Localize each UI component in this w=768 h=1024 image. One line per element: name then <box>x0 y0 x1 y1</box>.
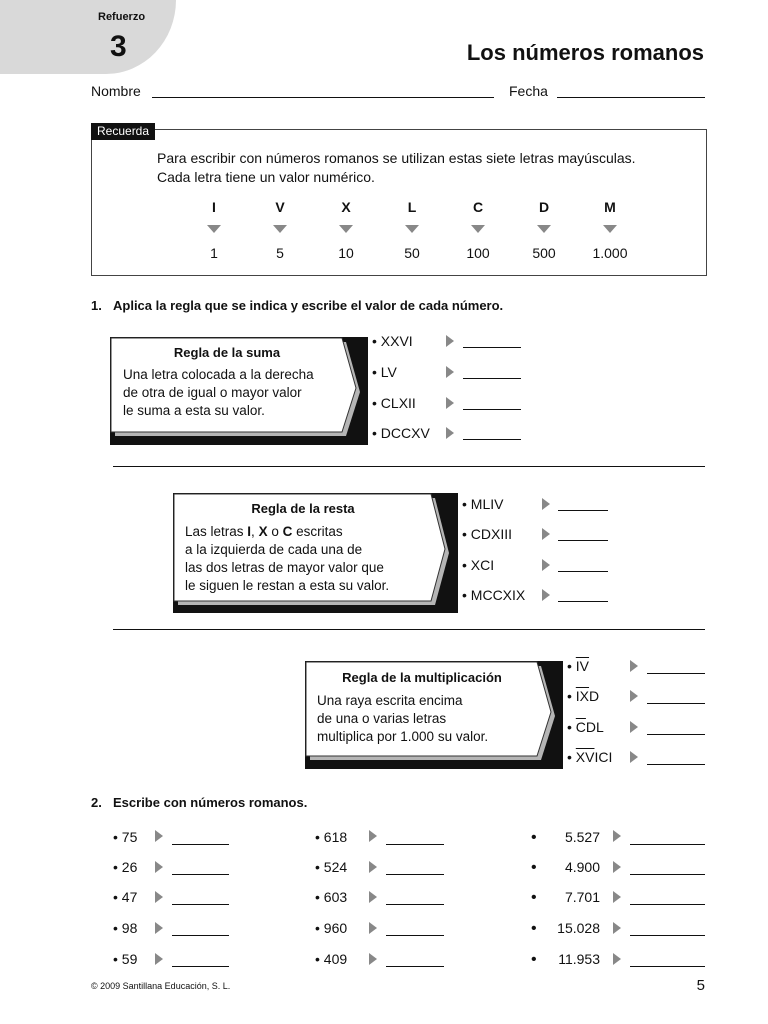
arabic-number: 4.900 <box>564 859 600 875</box>
arabic-number: 15.028 <box>557 920 600 936</box>
exercise-item <box>315 920 347 936</box>
nombre-line[interactable] <box>152 97 494 98</box>
nombre-label: Nombre <box>91 83 141 99</box>
answer-line[interactable] <box>647 703 705 704</box>
exercise-item <box>567 749 612 765</box>
roman-value: 500 <box>532 245 556 261</box>
play-arrow-icon <box>155 922 163 934</box>
question-2-number: 2. <box>91 795 102 810</box>
question-1-text: Aplica la regla que se indica y escribe el valor de cada número. <box>113 298 504 313</box>
letter-c: C <box>282 524 293 539</box>
play-arrow-icon <box>542 589 550 601</box>
roman-value: 50 <box>404 245 420 261</box>
roman-letter: M <box>604 199 616 215</box>
bullet: • <box>567 749 572 765</box>
roman-letter: V <box>275 199 285 215</box>
rule-suma-text <box>123 366 314 420</box>
arabic-number: 26 <box>121 859 138 875</box>
roman-letter: X <box>341 199 351 215</box>
down-arrow-icon <box>273 225 287 233</box>
rule-mult-title: Regla de la multiplicación <box>342 670 502 685</box>
down-arrow-icon <box>207 225 221 233</box>
answer-line[interactable] <box>647 734 705 735</box>
overlined-numeral: $\overline{IX}$ <box>575 688 590 704</box>
down-arrow-icon <box>537 225 551 233</box>
down-arrow-icon <box>471 225 485 233</box>
answer-line[interactable] <box>463 378 521 379</box>
exercise-item <box>113 920 137 936</box>
header-kicker: Refuerzo <box>98 11 146 23</box>
play-arrow-icon <box>630 660 638 672</box>
exercise-item <box>462 557 494 573</box>
play-arrow-icon <box>155 861 163 873</box>
roman-numeral: DCCXV <box>380 425 430 441</box>
exercise-item <box>315 889 347 905</box>
exercise-item <box>372 364 397 380</box>
play-arrow-icon <box>542 498 550 510</box>
bullet: • <box>567 688 572 704</box>
roman-numeral: XXVI <box>380 333 413 349</box>
answer-line[interactable] <box>558 601 608 602</box>
answer-line[interactable] <box>630 966 705 967</box>
rule-mult-text <box>317 692 488 746</box>
rule-resta-title: Regla de la resta <box>251 501 355 516</box>
answer-line[interactable] <box>386 844 444 845</box>
answer-line[interactable] <box>172 935 229 936</box>
roman-letter: I <box>212 199 216 215</box>
answer-line[interactable] <box>558 571 608 572</box>
play-arrow-icon <box>542 528 550 540</box>
answer-line[interactable] <box>172 966 229 967</box>
rule-suma-title: Regla de la suma <box>173 345 281 360</box>
arabic-number: 603 <box>323 889 348 905</box>
roman-letter: L <box>407 199 417 215</box>
answer-line[interactable] <box>172 844 229 845</box>
section-divider <box>113 629 705 630</box>
bullet: • <box>462 557 467 573</box>
play-arrow-icon <box>369 922 377 934</box>
answer-line[interactable] <box>558 510 608 511</box>
play-arrow-icon <box>369 953 377 965</box>
answer-line[interactable] <box>647 673 705 674</box>
answer-line[interactable] <box>558 540 608 541</box>
roman-numeral: LV <box>380 364 397 380</box>
recuerda-text <box>157 149 636 187</box>
answer-line[interactable] <box>386 966 444 967</box>
fecha-line[interactable] <box>557 97 705 98</box>
play-arrow-icon <box>613 953 621 965</box>
exercise-item <box>372 425 430 441</box>
question-1-number: 1. <box>91 298 102 313</box>
rule-resta-line <box>185 523 389 541</box>
down-arrow-icon <box>405 225 419 233</box>
play-arrow-icon <box>446 427 454 439</box>
recuerda-line-1: Para escribir con números romanos se utilizan estas siete letras mayúsculas. <box>157 150 636 166</box>
answer-line[interactable] <box>172 904 229 905</box>
answer-line[interactable] <box>630 904 705 905</box>
play-arrow-icon <box>446 366 454 378</box>
overlined-numeral: $\overline{C}$ <box>575 719 586 735</box>
exercise-item <box>113 859 137 875</box>
exercise-item <box>567 688 599 704</box>
play-arrow-icon <box>155 953 163 965</box>
play-arrow-icon <box>369 861 377 873</box>
rule-resta-line: le siguen le restan a esta su valor. <box>185 578 390 593</box>
bullet: • <box>113 829 118 845</box>
bullet: • <box>372 333 377 349</box>
arabic-number: 960 <box>323 920 348 936</box>
worksheet-number: 3 <box>110 30 127 63</box>
play-arrow-icon <box>542 559 550 571</box>
bullet: • <box>567 658 572 674</box>
bullet: • <box>113 859 118 875</box>
play-arrow-icon <box>369 830 377 842</box>
roman-numeral: CDXIII <box>470 526 513 542</box>
bullet: • <box>531 920 537 937</box>
roman-numeral: MLIV <box>470 496 504 512</box>
arabic-number: 47 <box>121 889 138 905</box>
play-arrow-icon <box>613 830 621 842</box>
answer-line[interactable] <box>172 874 229 875</box>
roman-value: 100 <box>466 245 490 261</box>
rule-suma-line: le suma a esta su valor. <box>123 403 265 418</box>
exercise-item <box>567 719 604 735</box>
bullet: • <box>567 719 572 735</box>
rule-suma-line: de otra de igual o mayor valor <box>123 385 302 400</box>
answer-line[interactable] <box>386 904 444 905</box>
section-divider <box>113 466 705 467</box>
roman-value: 1.000 <box>592 245 628 261</box>
play-arrow-icon <box>630 690 638 702</box>
text-span: escritas <box>292 524 343 539</box>
arabic-number: 524 <box>323 859 348 875</box>
bullet: • <box>372 395 377 411</box>
play-arrow-icon <box>630 751 638 763</box>
arabic-number: 618 <box>323 829 348 845</box>
answer-line[interactable] <box>463 409 521 410</box>
exercise-item <box>462 526 512 542</box>
roman-numeral: MCCXIX <box>470 587 526 603</box>
arabic-number: 98 <box>121 920 138 936</box>
roman-numeral: D <box>589 688 600 704</box>
roman-value: 5 <box>276 245 284 261</box>
arabic-number: 11.953 <box>558 951 600 967</box>
down-arrow-icon <box>603 225 617 233</box>
arabic-number: 7.701 <box>564 889 600 905</box>
bullet: • <box>315 829 320 845</box>
rule-mult-line: Una raya escrita encima <box>317 693 463 708</box>
page-title: Los números romanos <box>466 40 704 65</box>
bullet: • <box>113 920 118 936</box>
overlined-numeral: $\overline{IV}$ <box>575 658 590 674</box>
copyright: © 2009 Santillana Educación, S. L. <box>91 981 231 991</box>
play-arrow-icon <box>155 891 163 903</box>
bullet: • <box>315 859 320 875</box>
exercise-item <box>462 587 525 603</box>
roman-numeral: DL <box>585 719 604 735</box>
rule-suma-line: Una letra colocada a la derecha <box>123 367 314 382</box>
play-arrow-icon <box>369 891 377 903</box>
roman-numeral: ICI <box>594 749 613 765</box>
bullet: • <box>315 889 320 905</box>
rule-resta-line: las dos letras de mayor valor que <box>185 560 384 575</box>
answer-line[interactable] <box>630 935 705 936</box>
text-span: o <box>267 524 283 539</box>
bullet: • <box>531 951 537 968</box>
play-arrow-icon <box>613 891 621 903</box>
bullet: • <box>531 889 537 906</box>
letter-x: X <box>258 524 268 539</box>
arabic-number: 75 <box>121 829 138 845</box>
bullet: • <box>372 425 377 441</box>
question-2-text: Escribe con números romanos. <box>113 795 308 810</box>
rule-mult-line: de una o varias letras <box>317 711 447 726</box>
bullet: • <box>113 951 118 967</box>
answer-line[interactable] <box>463 347 521 348</box>
bullet: • <box>462 496 467 512</box>
bullet: • <box>372 364 377 380</box>
bullet: • <box>315 951 320 967</box>
exercise-item <box>315 951 347 967</box>
exercise-item <box>567 658 589 674</box>
answer-line[interactable] <box>647 764 705 765</box>
exercise-item <box>315 829 347 845</box>
bullet: • <box>462 526 467 542</box>
answer-line[interactable] <box>386 935 444 936</box>
arabic-number: 409 <box>323 951 348 967</box>
bullet: • <box>531 859 537 876</box>
bullet: • <box>531 829 537 846</box>
roman-numeral: XCI <box>470 557 495 573</box>
recuerda-line-2: Cada letra tiene un valor numérico. <box>157 169 375 185</box>
bullet: • <box>462 587 467 603</box>
rule-mult-line: multiplica por 1.000 su valor. <box>317 729 489 744</box>
answer-line[interactable] <box>630 844 705 845</box>
play-arrow-icon <box>613 861 621 873</box>
fecha-label: Fecha <box>509 83 548 99</box>
exercise-item <box>113 889 137 905</box>
bullet: • <box>113 889 118 905</box>
page-number: 5 <box>696 977 705 994</box>
roman-letter: C <box>472 199 484 215</box>
answer-line[interactable] <box>386 874 444 875</box>
roman-value: 10 <box>338 245 354 261</box>
play-arrow-icon <box>446 335 454 347</box>
exercise-item <box>372 333 413 349</box>
arabic-number: 59 <box>121 951 138 967</box>
roman-numeral: CLXII <box>380 395 416 411</box>
down-arrow-icon <box>339 225 353 233</box>
bullet: • <box>315 920 320 936</box>
exercise-item <box>113 829 137 845</box>
header-tab <box>0 0 176 74</box>
exercise-item <box>372 395 416 411</box>
answer-line[interactable] <box>630 874 705 875</box>
roman-letter: D <box>538 199 550 215</box>
play-arrow-icon <box>613 922 621 934</box>
rule-resta-text <box>185 523 389 595</box>
play-arrow-icon <box>446 397 454 409</box>
answer-line[interactable] <box>463 439 521 440</box>
text-span: , <box>251 524 259 539</box>
exercise-item <box>113 951 137 967</box>
text-span: Las letras <box>185 524 248 539</box>
letter-i: I <box>247 524 252 539</box>
roman-value: 1 <box>210 245 218 261</box>
play-arrow-icon <box>155 830 163 842</box>
play-arrow-icon <box>630 721 638 733</box>
rule-resta-line: a la izquierda de cada una de <box>185 542 363 557</box>
recuerda-tag: Recuerda <box>91 123 155 140</box>
overlined-numeral: $\overline{XV}$ <box>575 749 595 765</box>
exercise-item <box>462 496 503 512</box>
arabic-number: 5.527 <box>564 829 600 845</box>
exercise-item <box>315 859 347 875</box>
